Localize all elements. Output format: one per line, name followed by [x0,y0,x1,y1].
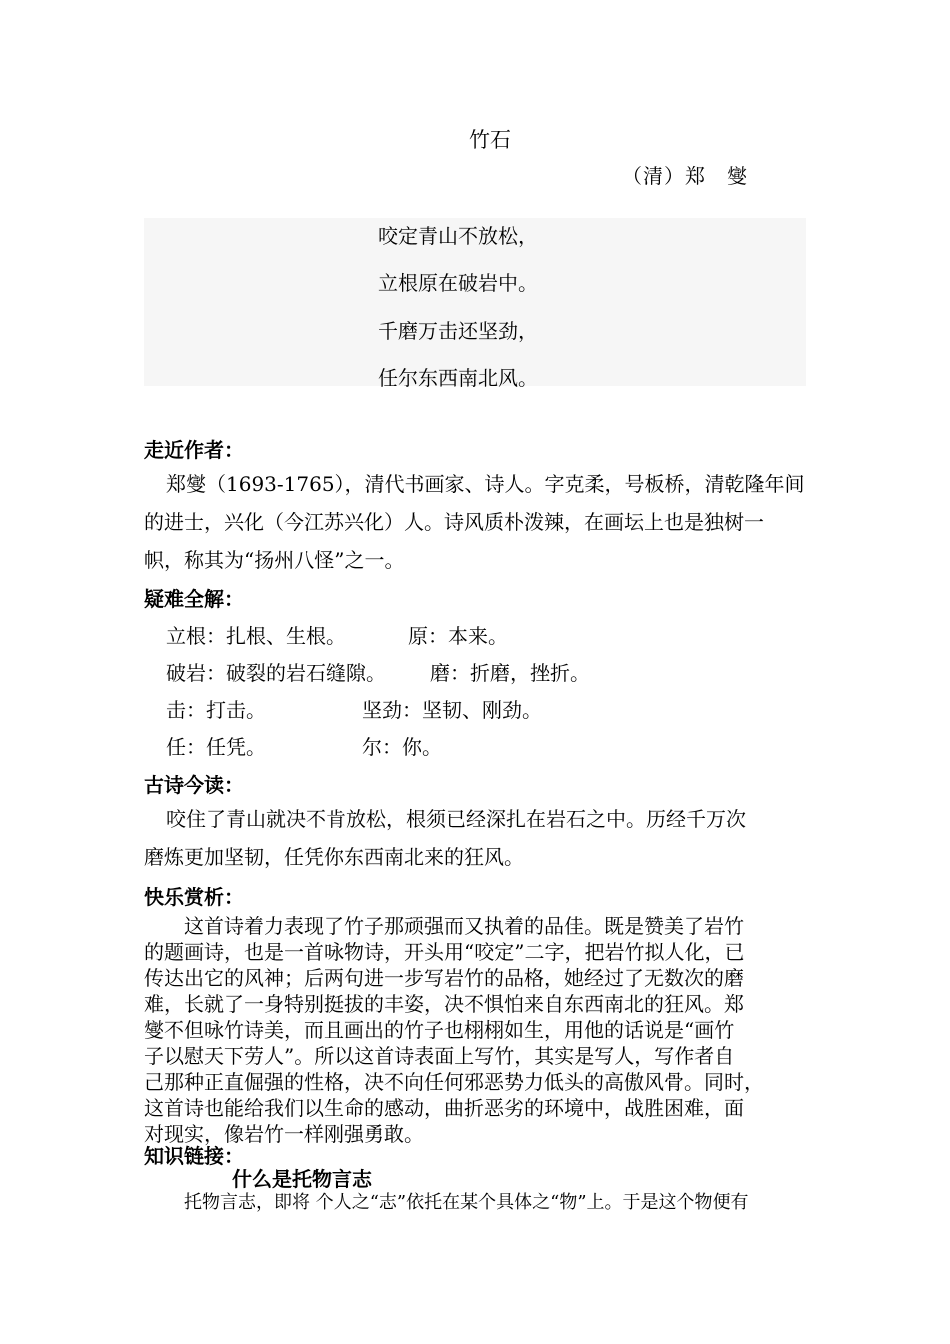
poem-line: 咬定青山不放松， [378,224,538,248]
poem-box [144,218,806,390]
link-subheading: 什么是托物言志 [232,1167,372,1191]
gloss-term: 任：任凭。 [166,735,266,759]
appreciation-line: 这首诗也能给我们以生命的感动，曲折恶劣的环境中，战胜困难，面 [144,1096,744,1120]
appreciation-paragraph [144,913,816,1147]
poem-author: （清）郑 燮 [622,164,748,188]
author-heading: 走近作者： [144,438,244,462]
appreciation-line: 传达出它的风神；后两句进一步写岩竹的品格，她经过了无数次的磨 [144,966,744,990]
poem-line: 任尔东西南北风。 [378,366,538,390]
modern-line: 磨炼更加坚韧，任凭你东西南北来的狂风。 [144,845,524,869]
modern-heading: 古诗今读： [144,773,244,797]
poem-line: 千磨万击还坚劲， [378,319,538,343]
gloss-term: 磨：折磨，挫折。 [430,661,590,685]
appreciation-line: 这首诗着力表现了竹子那顽强而又执着的品佳。既是赞美了岩竹 [164,914,744,938]
author-line: 郑燮（1693-1765），清代书画家、诗人。字克柔，号板桥，清乾隆年间 [166,472,805,496]
gloss-term: 击：打击。 [166,698,266,722]
appreciation-line: 的题画诗，也是一首咏物诗，开头用“咬定”二字，把岩竹拟人化，已 [144,940,745,964]
gloss-term: 破岩：破裂的岩石缝隙。 [166,661,386,685]
gloss-term: 原：本来。 [408,624,508,648]
link-text: 托物言志，即将 个人之“志”依托在某个具体之“物”上。于是这个物便有 [184,1192,749,1213]
modern-line: 咬住了青山就决不肯放松，根须已经深扎在岩石之中。历经千万次 [166,807,746,831]
appreciation-line: 难，长就了一身特别挺拔的丰姿，决不惧怕来自东西南北的狂风。郑 [144,992,744,1016]
author-paragraph [144,465,808,579]
gloss-heading: 疑难全解： [144,587,244,611]
gloss-term: 立根：扎根、生根。 [166,624,346,648]
appreciation-heading: 快乐赏析： [144,885,244,909]
poem-title: 竹石 [469,128,511,152]
modern-paragraph [144,800,808,876]
author-line: 帜，称其为“扬州八怪”之一。 [144,548,405,572]
author-line: 的进士，兴化（今江苏兴化）人。诗风质朴泼辣，在画坛上也是独树一 [144,510,764,534]
link-heading: 知识链接： [144,1144,244,1168]
appreciation-line: 己那种正直倔强的性格，决不向任何邪恶势力低头的高傲风骨。同时， [144,1070,764,1094]
appreciation-line: 燮不但咏竹诗美，而且画出的竹子也栩栩如生，用他的话说是“画竹 [144,1018,735,1042]
appreciation-line: 子以慰天下劳人”。所以这首诗表面上写竹，其实是写人，写作者自 [144,1044,735,1068]
gloss-term: 坚劲：坚韧、刚劲。 [362,698,542,722]
poem-line: 立根原在破岩中。 [378,271,538,295]
appreciation-line: 对现实，像岩竹一样刚强勇敢。 [144,1122,424,1146]
gloss-term: 尔：你。 [362,735,442,759]
